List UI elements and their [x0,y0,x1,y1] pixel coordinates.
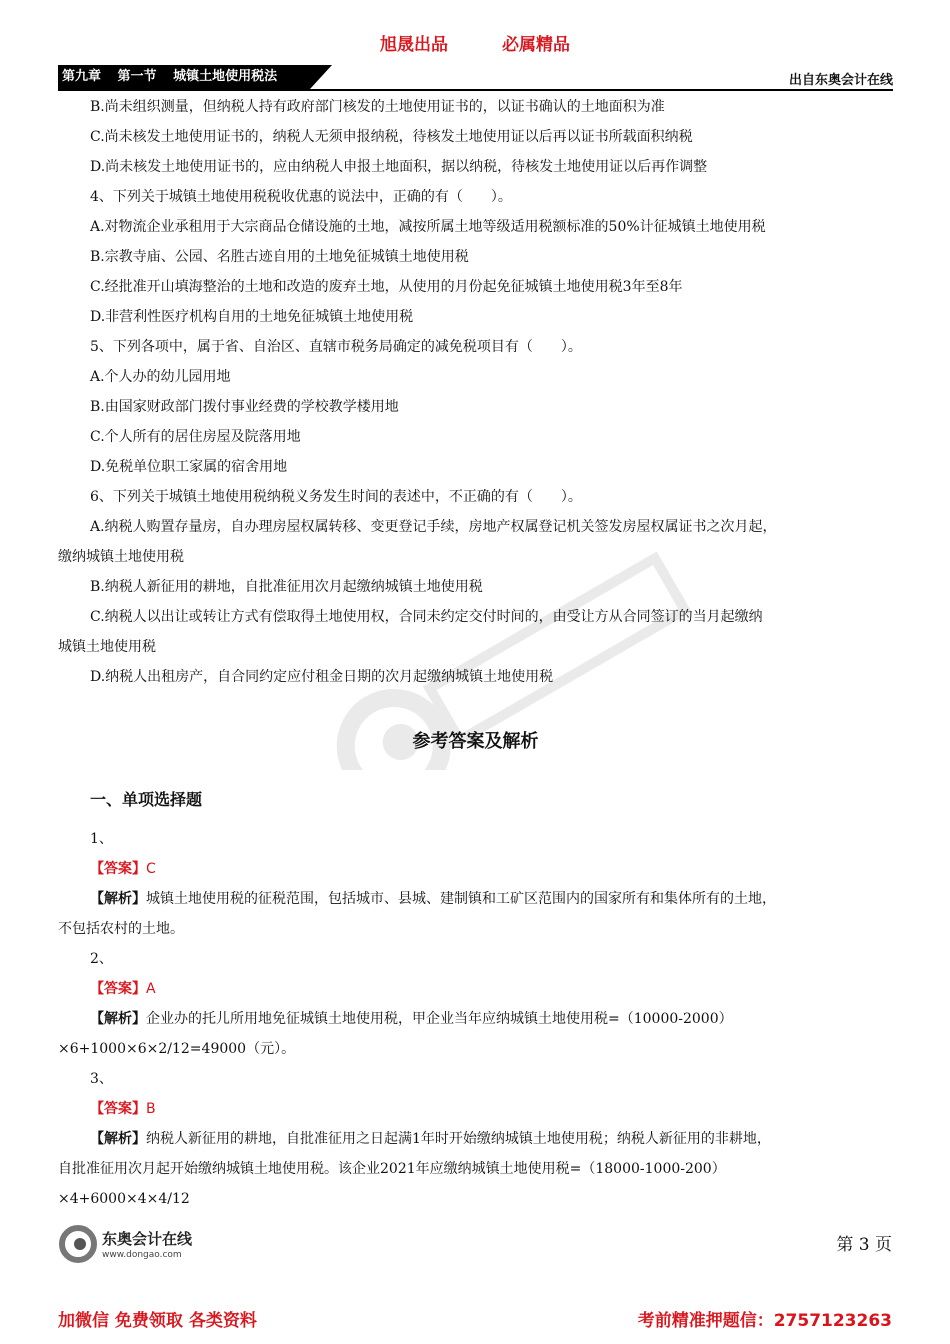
question-line: B.由国家财政部门拨付事业经费的学校教学楼用地 [90,399,399,415]
question-line: B.尚未组织测量，但纳税人持有政府部门核发的土地使用证书的，以证书确认的土地面积为准 [90,99,665,115]
logo-url: www.dongao.com [102,1250,182,1260]
analysis-line: ×6+1000×6×2/12=49000（元）。 [58,1041,296,1057]
question-line: B.宗教寺庙、公园、名胜古迹自用的土地免征城镇土地使用税 [90,249,469,265]
question-line: A.纳税人购置存量房，自办理房屋权属转移、变更登记手续，房地产权属登记机关签发房屋权属证书之次月起， [90,519,777,535]
analysis-line: 不包括农村的土地。 [58,921,184,937]
answer-tag: 【答案】 [90,981,146,997]
question-line: A.个人办的幼儿园用地 [90,369,231,385]
answer-number: 1、 [90,831,113,847]
source-label: 出自东奥会计在线 [788,73,893,88]
answer-tag: 【答案】 [90,1101,146,1117]
question-line: D.尚未核发土地使用证书的，应由纳税人申报土地面积，据以纳税，待核发土地使用证以后再作调整 [90,159,708,175]
answer-line [58,1094,893,1124]
question-line: D.免税单位职工家属的宿舍用地 [90,459,288,475]
question-line: 城镇土地使用税 [58,639,156,655]
answer-number: 3、 [90,1071,113,1087]
footer-logo [58,1222,218,1266]
section-label: 第一节 [117,69,157,84]
question-line: B.纳税人新征用的耕地，自批准征用次月起缴纳城镇土地使用税 [90,579,483,595]
answer-value: C [146,861,156,877]
page-header [58,65,893,91]
topic-label: 城镇土地使用税法 [173,69,278,84]
question-line: C.纳税人以出让或转让方式有偿取得土地使用权，合同未约定交付时间的，由受让方从合同签订的当月起缴纳 [90,609,763,625]
question-line: C.经批准开山填海整治的土地和改造的废弃土地，从使用的月份起免征城镇土地使用税3年至8年 [90,279,683,295]
analysis-line: ×4+6000×4×4/12 [58,1191,190,1207]
bottom-left-promo: 加微信 免费领取 各类资料 [58,1311,257,1331]
bottom-right-promo: 考前精准押题信：2757123263 [637,1311,892,1331]
analysis-line [58,1004,893,1034]
analysis-line [58,1124,893,1154]
question-line: C.尚未核发土地使用证书的，纳税人无须申报纳税，待核发土地使用证以后再以证书所载面积纳税 [90,129,693,145]
analysis-line [58,884,893,914]
analysis-tag: 【解析】 [90,1011,146,1027]
question-line: A.对物流企业承租用于大宗商品仓储设施的土地，减按所属土地等级适用税额标准的50%计征城镇土地使用税 [90,219,766,235]
answer-number: 2、 [90,951,113,967]
analysis-text: 城镇土地使用税的征税范围，包括城市、县城、建制镇和工矿区范围内的国家所有和集体所有的土地， [146,891,776,907]
chapter-label: 第九章 [62,69,102,84]
answer-value: B [146,1101,156,1117]
banner-right: 必属精品 [501,35,570,55]
question-line: C.个人所有的居住房屋及院落用地 [90,429,301,445]
analysis-text: 企业办的托儿所用地免征城镇土地使用税，甲企业当年应纳城镇土地使用税=（10000-2000） [146,1011,733,1027]
page-number: 第 3 页 [836,1235,892,1255]
chapter-tab [58,65,310,89]
analysis-tag: 【解析】 [90,891,146,907]
question-stem: 6、下列关于城镇土地使用税纳税义务发生时间的表述中，不正确的有（ ）。 [90,489,582,505]
dongao-logo-icon [58,1224,98,1264]
question-line: 缴纳城镇土地使用税 [58,549,184,565]
question-line: D.纳税人出租房产，自合同约定应付租金日期的次月起缴纳城镇土地使用税 [90,669,554,685]
answers-title: 参考答案及解析 [412,731,539,752]
answer-tag: 【答案】 [90,861,146,877]
answer-value: A [146,981,156,997]
question-line: D.非营利性医疗机构自用的土地免征城镇土地使用税 [90,309,414,325]
question-stem: 5、下列各项中，属于省、自治区、直辖市税务局确定的减免税项目有（ ）。 [90,339,582,355]
analysis-line: 自批准征用次月起开始缴纳城镇土地使用税。该企业2021年应缴纳城镇土地使用税=（18000-1000-200） [58,1161,726,1177]
top-banner [0,30,950,55]
analysis-tag: 【解析】 [90,1131,146,1147]
document-body [58,92,893,1214]
analysis-text: 纳税人新征用的耕地，自批准征用之日起满1年时开始缴纳城镇土地使用税；纳税人新征用的非耕地， [146,1131,771,1147]
question-stem: 4、下列关于城镇土地使用税税收优惠的说法中，正确的有（ ）。 [90,189,512,205]
logo-name: 东奥会计在线 [102,1230,193,1248]
banner-left: 旭晟出品 [380,35,449,55]
answer-line [58,854,893,884]
single-choice-title: 一、单项选择题 [90,790,203,809]
answer-line [58,974,893,1004]
